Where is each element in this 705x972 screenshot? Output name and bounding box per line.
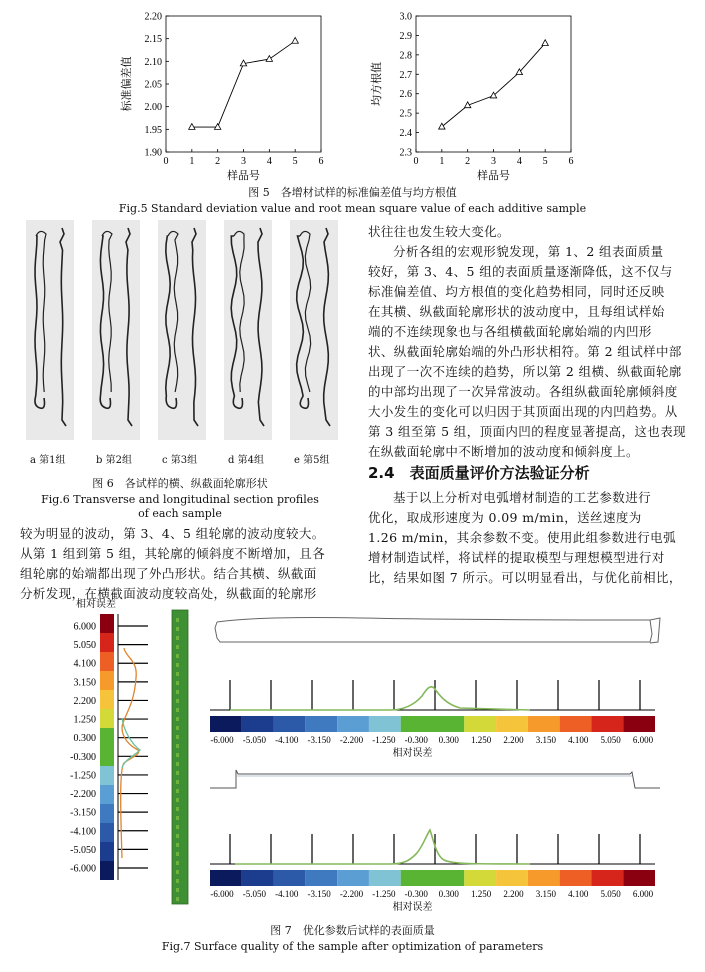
x-tick-label: 6	[318, 156, 324, 167]
hbar-swatch	[401, 716, 433, 732]
scale-label: 2.200	[73, 695, 96, 707]
hbar-swatch	[496, 870, 528, 886]
x-tick-label: 0	[413, 156, 419, 167]
colormap-speckle	[176, 690, 179, 694]
colormap-speckle	[176, 681, 179, 685]
colormap-speckle	[176, 870, 179, 874]
sample-photo	[290, 220, 338, 440]
hbar-swatch	[496, 716, 528, 732]
y-tick-label: 2.6	[399, 89, 412, 101]
y-tick-label: 2.15	[144, 34, 162, 46]
colormap-speckle	[176, 708, 179, 712]
hbar-swatch	[210, 870, 242, 886]
scale-label: 3.150	[73, 677, 96, 689]
colormap-speckle	[176, 744, 179, 748]
hbar-label: -5.050	[242, 889, 267, 899]
hbar-swatch	[433, 870, 465, 886]
hbar-title: 相对误差	[392, 902, 433, 913]
scale-label: -6.000	[70, 863, 96, 875]
colormap-speckle	[176, 762, 179, 766]
x-tick-label: 1	[439, 156, 445, 167]
scale-swatch	[100, 633, 114, 652]
text-line: 分析各组的宏观形貌发现，第 1、2 组表面质量	[393, 244, 664, 259]
text-line: 优化，取成形速度为 0.09 m/min，送丝速度为	[368, 510, 642, 525]
hbar-label: 1.250	[470, 735, 492, 745]
colormap-speckle	[176, 816, 179, 820]
hbar-label: -2.200	[339, 735, 364, 745]
data-point	[266, 56, 272, 62]
fig6-labels	[20, 451, 340, 465]
fig7-figure	[60, 598, 670, 918]
scale-swatch	[100, 709, 114, 728]
y-tick-label: 2.3	[399, 147, 412, 159]
scale-label: 1.250	[73, 714, 96, 726]
colormap-speckle	[176, 645, 179, 649]
y-tick-label: 2.8	[399, 50, 412, 62]
hbar-swatch	[210, 716, 242, 732]
scale-label: -4.100	[70, 826, 96, 838]
profile-side-view	[210, 770, 660, 788]
hbar-label: -0.300	[404, 889, 428, 899]
colormap-speckle	[176, 798, 179, 802]
sample-photo	[92, 220, 140, 440]
scale-swatch	[100, 842, 114, 861]
text-line: 的中部均出现了一次异常波动。各组纵截面轮廓倾斜度	[368, 384, 678, 399]
scale-swatch	[100, 785, 114, 804]
fig6-label-e: e 第5组	[294, 455, 330, 466]
y-tick-label: 2.4	[399, 128, 412, 140]
y-tick-label: 3.0	[399, 11, 412, 23]
y-tick-label: 2.00	[144, 102, 162, 114]
colormap-speckle	[176, 834, 179, 838]
colormap-speckle	[176, 717, 179, 721]
hbar-swatch	[274, 716, 306, 732]
scale-swatch	[100, 861, 114, 880]
x-tick-label: 4	[266, 156, 272, 167]
colormap-speckle	[176, 672, 179, 676]
section-heading: 2.4 表面质量评价方法验证分析	[368, 464, 590, 482]
colormap-speckle	[176, 780, 179, 784]
right-column-text	[368, 222, 686, 462]
colormap-speckle	[176, 735, 179, 739]
hbar-swatch	[433, 716, 465, 732]
hbar-label: -5.050	[242, 735, 267, 745]
colormap-speckle	[176, 699, 179, 703]
colormap-speckle	[176, 879, 179, 883]
y-axis-label: 均方根值	[371, 62, 383, 106]
sample-colormap	[172, 610, 188, 904]
fig7-caption-cn: 图 7 优化参数后试样的表面质量	[270, 924, 435, 937]
data-point	[490, 92, 496, 98]
hbar-swatch	[591, 716, 623, 732]
scale-swatch	[100, 690, 114, 709]
hbar-swatch	[369, 870, 401, 886]
fig5-caption-cn: 图 5 各增材试样的标准偏差值与均方根值	[248, 186, 457, 199]
x-tick-label: 2	[215, 156, 221, 167]
text-line: 基于以上分析对电弧增材制造的工艺参数进行	[393, 490, 652, 505]
text-line: 端的不连续现象也与各组横截面轮廓始端的内凹形	[368, 324, 652, 339]
hbar-swatch	[337, 870, 369, 886]
colormap-speckle	[176, 636, 179, 640]
hbar-label: 3.150	[535, 735, 556, 745]
x-axis-label: 样品号	[477, 170, 510, 182]
fig6-caption-cn: 图 6 各试样的横、纵截面轮廓形状	[92, 477, 268, 490]
left-column-text	[20, 524, 340, 604]
colormap-speckle	[176, 654, 179, 658]
text-line: 出现了一次不连续的趋势，所以第 2 组横、纵截面轮廓	[368, 364, 682, 379]
plot-frame	[166, 16, 321, 152]
fig6-label-d: d 第4组	[228, 455, 264, 466]
fig6-label-a: a 第1组	[30, 455, 66, 466]
y-tick-label: 1.95	[144, 124, 162, 136]
x-tick-label: 3	[491, 156, 496, 167]
y-axis-label: 标准偏差值	[121, 56, 133, 112]
colormap-speckle	[176, 789, 179, 793]
scale-swatch	[100, 728, 114, 747]
hbar-swatch	[464, 870, 496, 886]
y-tick-label: 1.90	[144, 147, 162, 159]
data-point	[189, 124, 195, 130]
hbar-label: -1.250	[372, 735, 396, 745]
sample-photo	[26, 220, 74, 440]
colormap-speckle	[176, 843, 179, 847]
right-column-text-2	[368, 488, 686, 588]
hbar-label: -0.300	[404, 735, 428, 745]
hbar-swatch	[305, 870, 337, 886]
hbar-label: 6.000	[632, 889, 654, 899]
hbar-swatch	[623, 870, 655, 886]
scale-swatch	[100, 804, 114, 823]
y-tick-label: 2.05	[144, 79, 162, 91]
colormap-speckle	[176, 807, 179, 811]
hbar-label: -4.100	[275, 889, 299, 899]
text-line: 在其横、纵截面轮廓形状的波动度中，且每组试样始	[368, 304, 665, 319]
hbar-label: -4.100	[275, 735, 299, 745]
x-tick-label: 0	[163, 156, 169, 167]
fig5-caption-en: Fig.5 Standard deviation value and root mean square value of each additive sample	[118, 202, 587, 215]
x-tick-label: 5	[292, 156, 298, 167]
series-line	[442, 43, 545, 127]
hbar-swatch	[528, 870, 560, 886]
text-line: 状、纵截面轮廓始端的外凸形状相符。第 2 组试样中部	[368, 344, 682, 359]
x-tick-label: 1	[189, 156, 195, 167]
scale-swatch	[100, 614, 114, 633]
scale-swatch	[100, 671, 114, 690]
error-distribution-2	[235, 830, 530, 864]
x-tick-label: 5	[542, 156, 548, 167]
colormap-speckle	[176, 852, 179, 856]
hbar-label: -2.200	[339, 889, 364, 899]
hbar-title: 相对误差	[392, 748, 433, 759]
chart-rms	[368, 10, 583, 185]
hbar-label: -3.150	[307, 889, 331, 899]
text-line: 在纵截面轮廓中不断增加的波动度和倾斜度上。	[368, 444, 639, 459]
profile-top-view	[215, 618, 660, 644]
text-line: 从第 1 组到第 5 组，其轮廓的倾斜度不断增加，且各	[20, 546, 326, 561]
data-point	[439, 123, 445, 129]
colormap-speckle	[176, 618, 179, 622]
scale-label: 6.000	[73, 621, 96, 633]
y-tick-label: 2.7	[399, 69, 412, 81]
scale-label: 5.050	[73, 640, 96, 652]
scale-label: -5.050	[70, 844, 96, 856]
sample-photo	[224, 220, 272, 440]
hbar-swatch	[560, 870, 592, 886]
hbar-label: 2.200	[503, 889, 524, 899]
scale-label: -2.200	[70, 789, 96, 801]
x-tick-label: 2	[465, 156, 471, 167]
x-tick-label: 4	[516, 156, 522, 167]
hbar-label: -6.000	[210, 735, 234, 745]
hbar-swatch	[591, 870, 623, 886]
text-line: 较为明显的波动，第 3、4、5 组轮廓的波动度较大。	[20, 526, 325, 541]
text-line: 第 3 组至第 5 组，顶面内凹的程度显著提高，这也表现	[368, 424, 687, 439]
text-line: 分析发现，在横截面波动度较高处，纵截面的轮廓形	[20, 586, 317, 601]
hbar-swatch	[369, 716, 401, 732]
hbar-label: 0.300	[438, 889, 459, 899]
scale-label: -1.250	[70, 770, 96, 782]
y-tick-label: 2.20	[144, 11, 162, 23]
distribution-curve-green	[122, 718, 140, 768]
fig6-profiles	[20, 220, 340, 460]
x-tick-label: 3	[241, 156, 246, 167]
hbar-label: 2.200	[503, 735, 524, 745]
fig6-label-b: b 第2组	[96, 455, 132, 466]
hbar-label: -1.250	[372, 889, 396, 899]
colormap-speckle	[176, 861, 179, 865]
y-tick-label: 2.10	[144, 56, 162, 68]
colormap-speckle	[176, 726, 179, 730]
series-line	[192, 41, 295, 127]
hbar-label: -6.000	[210, 889, 234, 899]
hbar-label: -3.150	[307, 735, 331, 745]
scale-label: 0.300	[73, 733, 96, 745]
scale-swatch	[100, 823, 114, 842]
scale-label: -0.300	[70, 751, 96, 763]
error-distribution-1	[230, 687, 530, 710]
colormap-speckle	[176, 627, 179, 631]
text-line: 较好，第 3、4、5 组的表面质量逐渐降低，这不仅与	[368, 264, 673, 279]
fig6-caption-en-1: Fig.6 Transverse and longitudinal section profiles	[41, 493, 319, 506]
text-line: 状往往也发生较大变化。	[368, 224, 510, 239]
fig6-label-c: c 第3组	[162, 455, 198, 466]
text-line: 大小发生的变化可以归因于其顶面出现的内凹趋势。从	[368, 404, 678, 419]
hbar-label: 4.100	[568, 889, 589, 899]
hbar-swatch	[560, 716, 592, 732]
hbar-label: 0.300	[438, 735, 459, 745]
scale-swatch	[100, 766, 114, 785]
y-tick-label: 2.9	[399, 30, 412, 42]
text-line: 比，结果如图 7 所示。可以明显看出，与优化前相比，	[368, 570, 682, 585]
hbar-label: 3.150	[535, 889, 556, 899]
data-point	[214, 124, 220, 130]
plot-frame	[416, 16, 571, 152]
hbar-label: 6.000	[632, 735, 654, 745]
hbar-swatch	[274, 870, 306, 886]
chart-std-deviation	[118, 10, 333, 185]
colormap-speckle	[176, 753, 179, 757]
hbar-label: 1.250	[470, 889, 492, 899]
hbar-label: 5.050	[600, 735, 621, 745]
data-point	[542, 40, 548, 46]
hbar-swatch	[337, 716, 369, 732]
hbar-swatch	[305, 716, 337, 732]
colormap-speckle	[176, 663, 179, 667]
hbar-swatch	[401, 870, 433, 886]
scale-label: 4.100	[73, 658, 96, 670]
x-tick-label: 6	[568, 156, 574, 167]
text-line: 增材制造试样，将试样的提取模型与理想模型进行对	[368, 550, 665, 565]
y-tick-label: 2.5	[399, 108, 412, 120]
hbar-label: 4.100	[568, 735, 589, 745]
colormap-speckle	[176, 771, 179, 775]
scale-label: -3.150	[70, 807, 96, 819]
hbar-swatch	[623, 716, 655, 732]
hbar-swatch	[528, 716, 560, 732]
fig7-caption-en: Fig.7 Surface quality of the sample after optimization of parameters	[161, 940, 544, 953]
hbar-swatch	[242, 716, 274, 732]
colormap-speckle	[176, 825, 179, 829]
colormap-speckle	[176, 897, 179, 901]
scale-title: 相对误差	[76, 599, 116, 610]
scale-swatch	[100, 747, 114, 766]
x-axis-label: 样品号	[227, 170, 260, 182]
data-point	[292, 37, 298, 43]
scale-swatch	[100, 652, 114, 671]
text-line: 1.26 m/min，其余参数不变。使用此组参数进行电弧	[368, 530, 676, 545]
colormap-speckle	[176, 888, 179, 892]
hbar-swatch	[464, 716, 496, 732]
hbar-swatch	[242, 870, 274, 886]
hbar-label: 5.050	[600, 889, 621, 899]
text-line: 标准偏差值、均方根值的变化趋势相同，同时还反映	[368, 284, 665, 299]
text-line: 组轮廓的始端都出现了外凸形状。结合其横、纵截面	[20, 566, 317, 581]
fig6-caption-en-2: of each sample	[138, 507, 222, 520]
